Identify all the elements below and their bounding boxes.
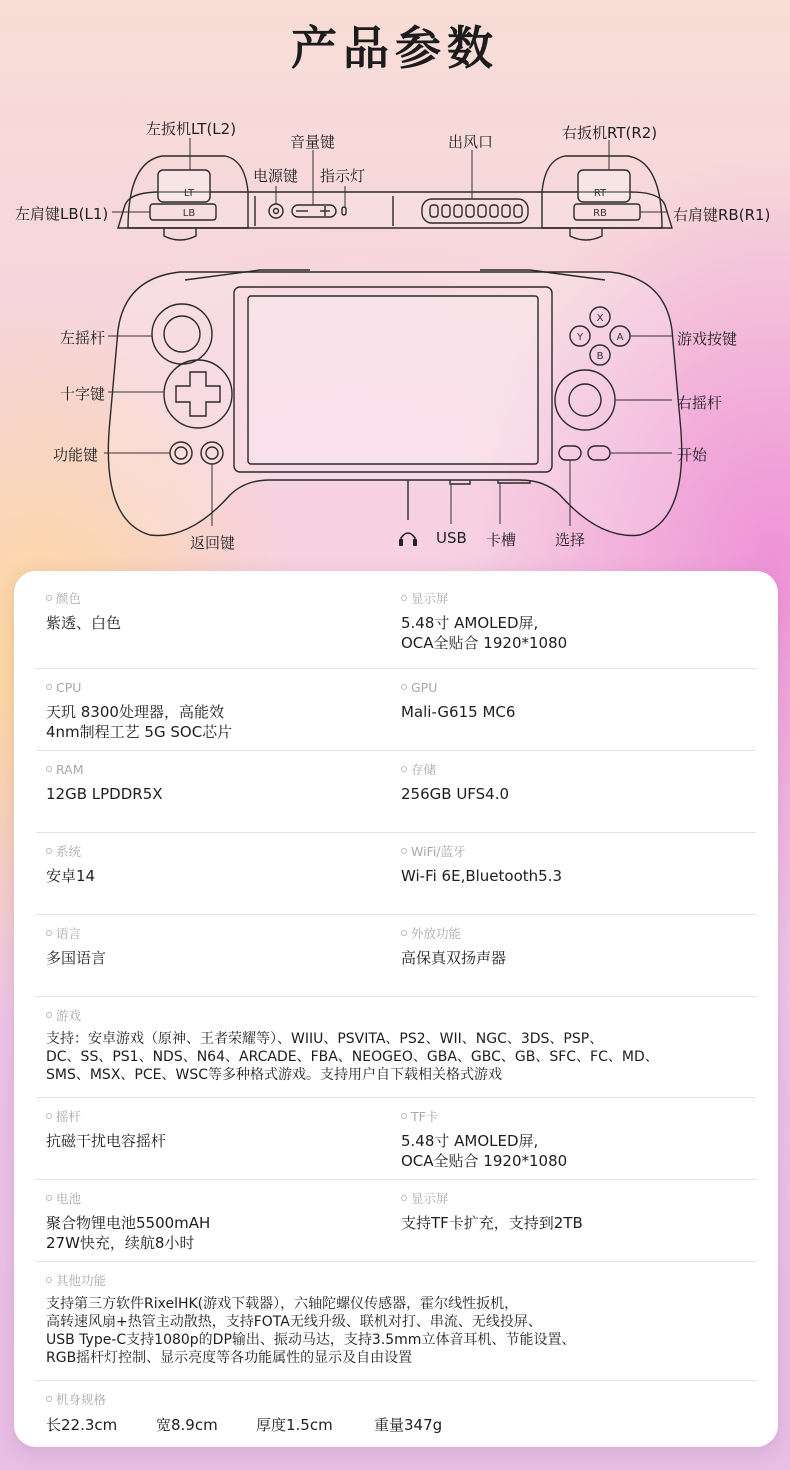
b-mark: B <box>596 351 604 362</box>
spec-value-speaker: 高保真双扬声器 <box>401 949 507 967</box>
spec-value-tf: 5.48寸 AMOLED屏, OCA全贴合 1920*1080 <box>401 1132 568 1170</box>
spec-key-color: 颜色 <box>56 591 82 606</box>
page-title: 产品参数 <box>291 21 499 75</box>
spec-key-battery: 电池 <box>56 1191 82 1206</box>
y-mark: Y <box>576 332 584 343</box>
spec-cell <box>391 924 746 996</box>
bullet-icon <box>46 1113 52 1119</box>
label-start: 开始 <box>677 446 708 464</box>
bullet-icon <box>46 930 52 936</box>
label-volume: 音量键 <box>290 133 336 151</box>
spec-value-battery: 聚合物锂电池5500mAH 27W快充，续航8小时 <box>46 1214 211 1252</box>
spec-cell <box>391 589 746 668</box>
bullet-icon <box>401 766 407 772</box>
spec-key-gpu: GPU <box>411 679 438 695</box>
label-lb: 左肩键LB(L1) <box>15 205 109 223</box>
spec-key-language: 语言 <box>56 926 82 941</box>
spec-row <box>36 1180 756 1262</box>
spec-row <box>36 751 756 833</box>
label-rb: 右肩键RB(R1) <box>673 206 771 224</box>
spec-cell <box>36 678 391 750</box>
label-indicator: 指示灯 <box>320 167 366 185</box>
spec-cell <box>36 1189 391 1261</box>
spec-key-storage: 存储 <box>411 762 437 777</box>
label-card-slot: 卡槽 <box>486 531 517 549</box>
label-lt: 左扳机LT(L2) <box>146 120 237 138</box>
spec-cell <box>391 1107 746 1179</box>
spec-cell <box>36 589 391 668</box>
bullet-icon <box>401 1113 407 1119</box>
spec-cell <box>36 1107 391 1179</box>
spec-value-games: 支持：安卓游戏（原神、王者荣耀等）、WIIU、PSVITA、PS2、WII、NGC、3DS、PSP、 DC、SS、PS1、NDS、N64、ARCADE、FBA、NEOGEO、GBA、GBC、GB、SFC、FC、MD、 SMS、MSX、PCE、WSC等多种格式游戏。支持用户自下载相关格式游戏 <box>46 1031 659 1083</box>
spec-key-cpu: CPU <box>56 679 82 695</box>
a-mark: A <box>616 332 624 343</box>
spec-key-body: 机身规格 <box>56 1392 107 1407</box>
label-function: 功能键 <box>53 446 99 464</box>
spec-value-storage: 256GB UFS4.0 <box>401 785 510 803</box>
spec-cell <box>391 678 746 750</box>
spec-key-wifi: WiFi/蓝牙 <box>411 844 466 859</box>
spec-cell <box>391 842 746 914</box>
spec-key-other: 其他功能 <box>56 1273 107 1288</box>
bullet-icon <box>46 684 52 690</box>
spec-value-wifi: Wi-Fi 6E,Bluetooth5.3 <box>401 867 563 885</box>
spec-value-display: 5.48寸 AMOLED屏, OCA全贴合 1920*1080 <box>401 614 568 652</box>
spec-weight: 重量347g <box>374 1416 443 1434</box>
spec-value-other: 支持第三方软件RixelHK(游戏下载器），六轴陀螺仪传感器，霍尔线性扳机， 高转速风扇+热管主动散热，支持FOTA无线升级、联机对打、串流、无线投屏、 USB Type-C支持1080p的DP输出、振动马达，支持3.5mm立体音耳机、节能设置、 RGB摇杆灯控制、显示亮度等各功能属性的显示及自由设置 <box>46 1296 576 1366</box>
spec-length: 长22.3cm <box>46 1416 118 1434</box>
label-right-stick: 右摇杆 <box>677 394 723 412</box>
device-diagram <box>0 0 790 565</box>
label-dpad: 十字键 <box>60 385 106 403</box>
label-rt: 右扳机RT(R2) <box>562 124 658 142</box>
label-usb: USB <box>436 529 467 547</box>
spec-cell <box>36 924 391 996</box>
spec-value-color: 紫透、白色 <box>46 614 122 632</box>
spec-row <box>36 833 756 915</box>
spec-value-os: 安卓14 <box>46 867 96 885</box>
spec-value-ram: 12GB LPDDR5X <box>46 785 163 803</box>
spec-row <box>36 997 756 1098</box>
bullet-icon <box>401 930 407 936</box>
spec-row <box>36 1098 756 1180</box>
spec-value-cpu: 天玑 8300处理器，高能效 4nm制程工艺 5G SOC芯片 <box>46 703 233 741</box>
spec-key-ram: RAM <box>56 761 84 777</box>
spec-value-stick: 抗磁干扰电容摇杆 <box>46 1132 167 1150</box>
spec-cell <box>36 760 391 832</box>
spec-cell <box>36 1390 756 1445</box>
spec-width: 宽8.9cm <box>156 1416 218 1434</box>
spec-value-display-2: 支持TF卡扩充，支持到2TB <box>401 1214 583 1232</box>
spec-value-language: 多国语言 <box>46 949 107 967</box>
bullet-icon <box>401 848 407 854</box>
spec-cell <box>391 760 746 832</box>
spec-card <box>14 571 778 1447</box>
spec-key-display: 显示屏 <box>411 591 449 606</box>
lt-mark: LT <box>183 188 195 199</box>
bullet-icon <box>46 1277 52 1283</box>
spec-row <box>36 1262 756 1381</box>
spec-row <box>36 915 756 997</box>
headphone-icon <box>401 533 415 545</box>
spec-key-tf: TF卡 <box>411 1109 439 1124</box>
spec-cell <box>36 1271 756 1380</box>
bullet-icon <box>401 684 407 690</box>
spec-key-os: 系统 <box>56 844 82 859</box>
rb-mark: RB <box>593 208 607 219</box>
spec-thickness: 厚度1.5cm <box>256 1416 333 1434</box>
bullet-icon <box>46 1195 52 1201</box>
spec-key-games: 游戏 <box>56 1008 82 1023</box>
x-mark: X <box>596 313 604 324</box>
body-dimensions <box>46 1414 756 1435</box>
spec-key-display-2: 显示屏 <box>411 1191 449 1206</box>
label-power: 电源键 <box>253 167 299 185</box>
label-left-stick: 左摇杆 <box>60 329 106 347</box>
spec-cell <box>391 1189 746 1261</box>
spec-row <box>36 1381 756 1445</box>
spec-row <box>36 589 756 669</box>
bullet-icon <box>401 595 407 601</box>
rt-mark: RT <box>593 188 607 199</box>
screen <box>248 296 538 464</box>
label-game-buttons: 游戏按键 <box>677 330 738 348</box>
bullet-icon <box>46 766 52 772</box>
bullet-icon <box>46 1012 52 1018</box>
label-back: 返回键 <box>190 534 236 552</box>
bullet-icon <box>46 595 52 601</box>
spec-row <box>36 669 756 751</box>
spec-key-stick: 摇杆 <box>56 1109 82 1124</box>
bullet-icon <box>46 1396 52 1402</box>
spec-key-speaker: 外放功能 <box>411 926 462 941</box>
spec-value-gpu: Mali-G615 MC6 <box>401 703 516 721</box>
label-vent: 出风口 <box>448 133 494 151</box>
lb-mark: LB <box>182 208 196 219</box>
label-select: 选择 <box>555 531 586 549</box>
bullet-icon <box>46 848 52 854</box>
bullet-icon <box>401 1195 407 1201</box>
spec-cell <box>36 1006 756 1097</box>
spec-cell <box>36 842 391 914</box>
